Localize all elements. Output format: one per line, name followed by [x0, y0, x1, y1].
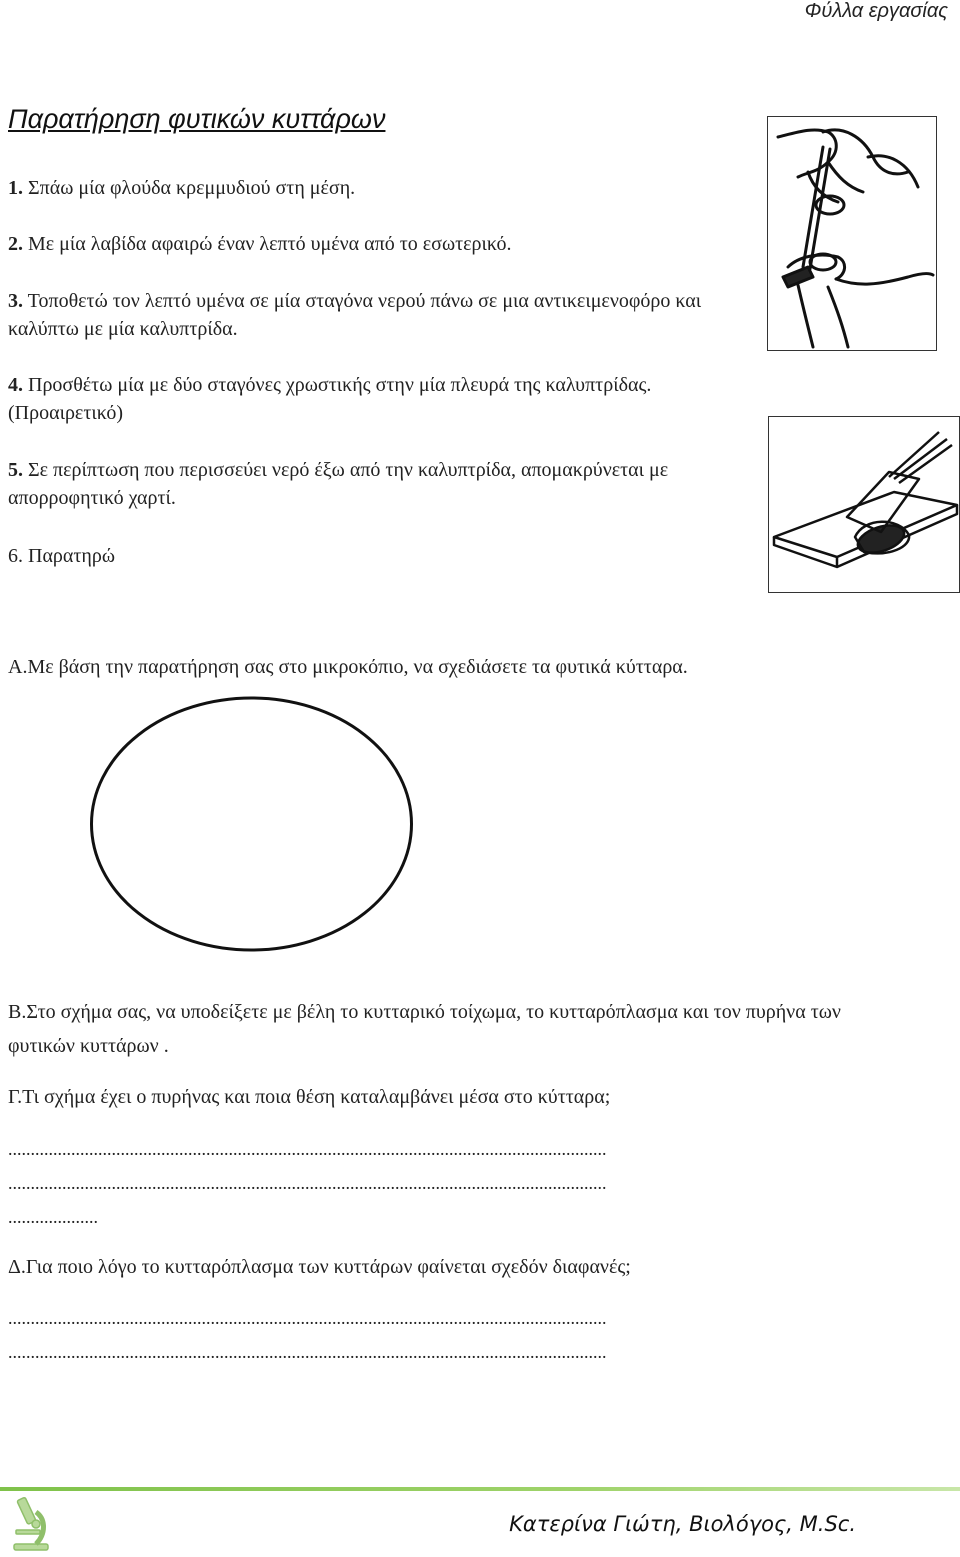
- step-text: Τοποθετώ τον λεπτό υμένα σε μία σταγόνα νερού πάνω σε μια αντικειμενοφόρο και καλύπτω με μία καλυπτρίδα.: [8, 290, 702, 340]
- step-2: [8, 230, 708, 258]
- microscope-icon: [6, 1494, 56, 1552]
- answer-line-c2[interactable]: .....................................................................................................................................: [8, 1173, 607, 1193]
- step-text: Σε περίπτωση που περισσεύει νερό έξω από την καλυπτρίδα, απομακρύνεται με απορροφητικό χαρτί.: [8, 459, 669, 509]
- answer-line-d1[interactable]: .....................................................................................................................................: [8, 1308, 607, 1328]
- step-text: Με μία λαβίδα αφαιρώ έναν λεπτό υμένα από το εσωτερικό.: [23, 233, 512, 255]
- page-header: Φύλλα εργασίας: [804, 0, 948, 22]
- question-c: Γ.Τι σχήμα έχει ο πυρήνας και ποια θέση καταλαμβάνει μέσα στο κύτταρα;: [8, 1086, 611, 1108]
- slide-coverslip-drawing: [769, 417, 959, 592]
- step-number: 1.: [8, 177, 23, 199]
- question-a: Α.Με βάση την παρατήρηση σας στο μικροκόπιο, να σχεδιάσετε τα φυτικά κύτταρα.: [8, 656, 688, 678]
- drawing-circle-shape: [88, 694, 415, 954]
- answer-line-c3[interactable]: ....................: [8, 1207, 98, 1227]
- tweezers-hand-drawing: [768, 117, 936, 350]
- step-6: [8, 542, 708, 570]
- answer-line-c1[interactable]: .....................................................................................................................................: [8, 1139, 607, 1159]
- slide-coverslip-illustration: [768, 416, 960, 593]
- microscope-drawing: [6, 1494, 56, 1552]
- answer-line-d2[interactable]: .....................................................................................................................................: [8, 1342, 607, 1362]
- step-text: 6. Παρατηρώ: [8, 545, 116, 567]
- footer-divider: [0, 1487, 960, 1491]
- question-b: Β.Στο σχήμα σας, να υποδείξετε με βέλη το κυτταρικό τοίχωμα, το κυτταρόπλασμα και τον πυρήνα των φυτικών κυττάρων .: [8, 1001, 841, 1057]
- tweezers-hand-illustration: [767, 116, 937, 351]
- step-number: 2.: [8, 233, 23, 255]
- step-1: [8, 174, 708, 202]
- drawing-area-circle[interactable]: [88, 694, 415, 954]
- step-5: [8, 456, 688, 512]
- step-4: [8, 371, 688, 427]
- footer-author: Κατερίνα Γιώτη, Βιολόγος, M.Sc.: [509, 1512, 856, 1536]
- worksheet-title: Παρατήρηση φυτικών κυττάρων: [8, 104, 386, 134]
- step-3: [8, 287, 708, 343]
- step-number: 3.: [8, 290, 23, 312]
- step-text: Σπάω μία φλούδα κρεμμυδιού στη μέση.: [23, 177, 356, 199]
- step-text: Προσθέτω μία με δύο σταγόνες χρωστικής στην μία πλευρά της καλυπτρίδας. (Προαιρετικό): [8, 374, 652, 424]
- step-number: 4.: [8, 374, 23, 396]
- step-number: 5.: [8, 459, 23, 481]
- question-d: Δ.Για ποιο λόγο το κυτταρόπλασμα των κυττάρων φαίνεται σχεδόν διαφανές;: [8, 1256, 631, 1278]
